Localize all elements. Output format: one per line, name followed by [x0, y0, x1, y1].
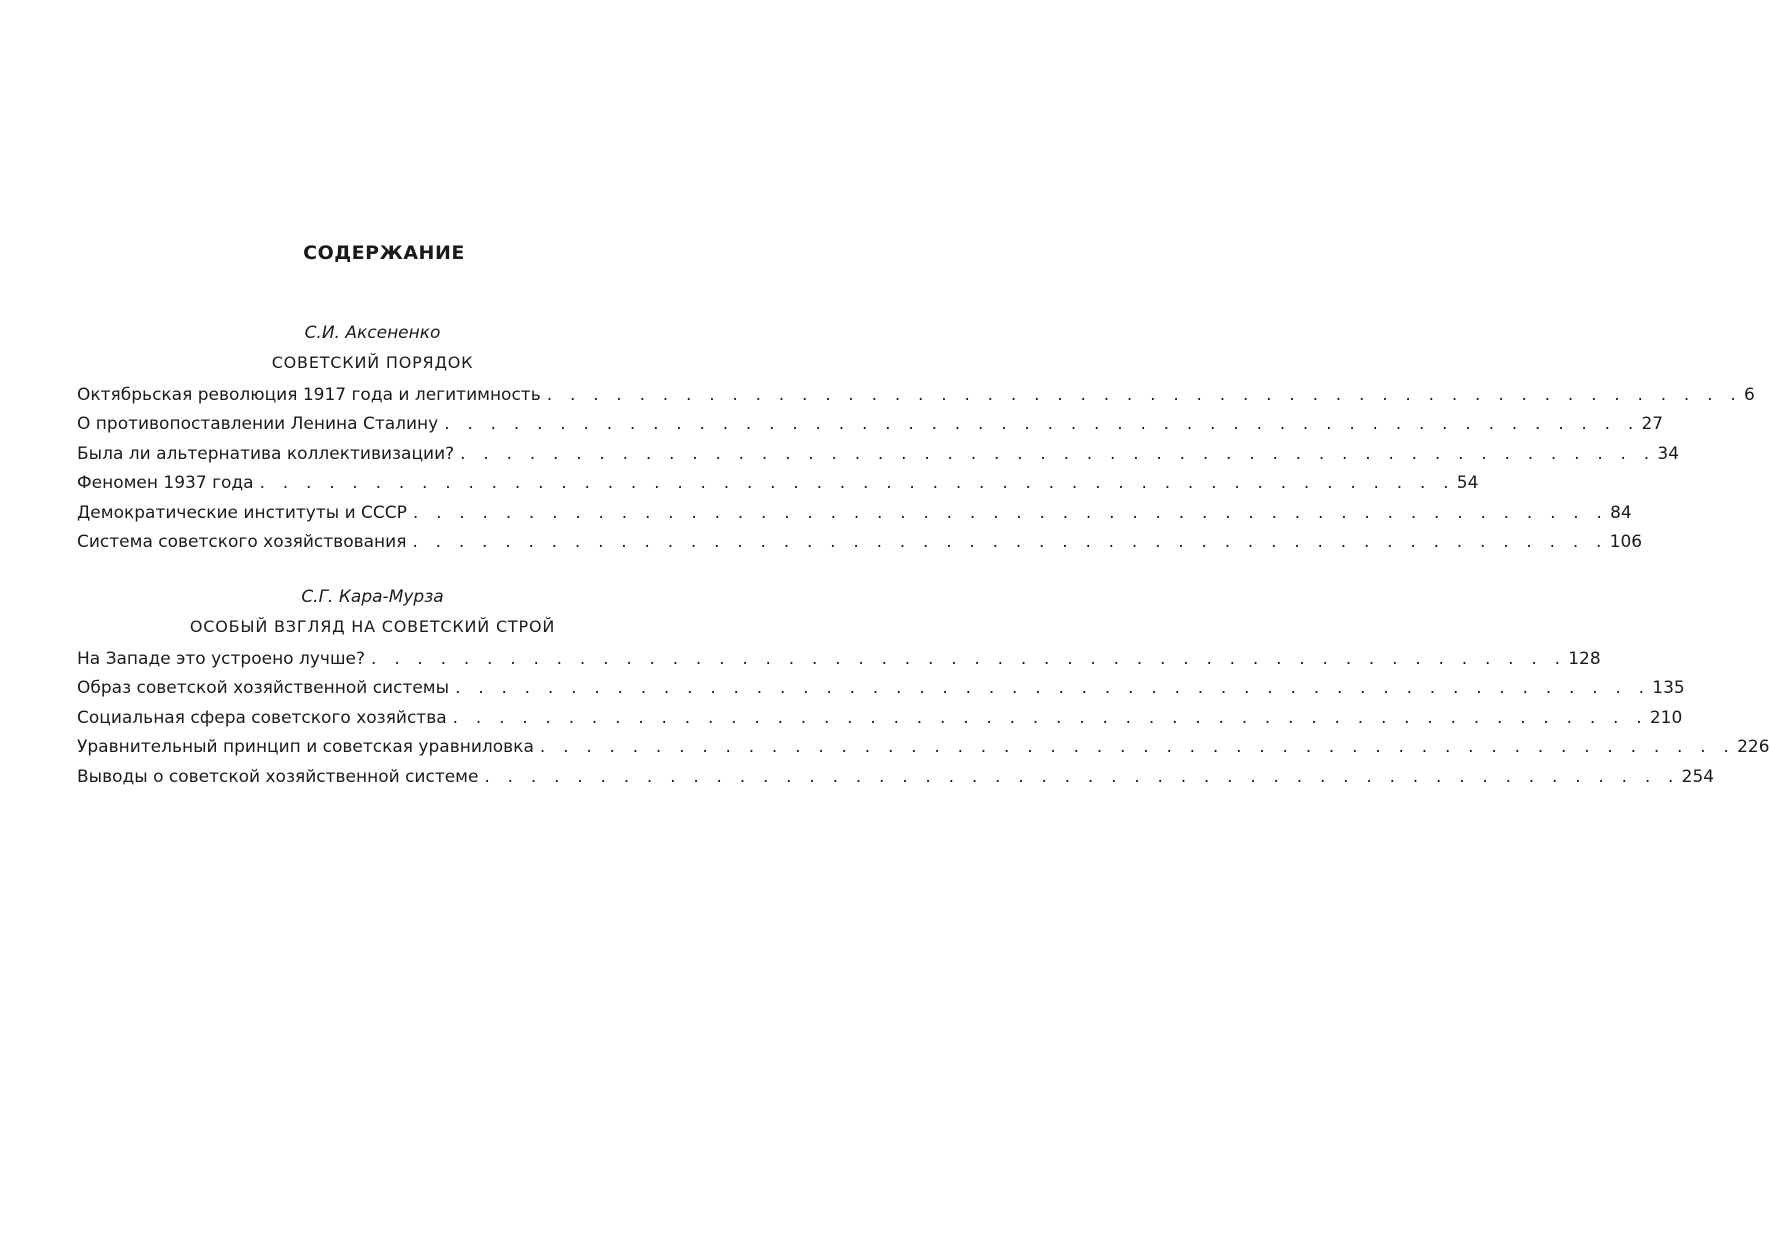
toc-entry-page-number: 27 [1641, 414, 1664, 435]
toc-entry[interactable] [77, 645, 1601, 674]
toc-entry-list [77, 645, 1770, 792]
toc-entry[interactable] [77, 763, 1715, 792]
toc-entry-title: Система советского хозяйствования [77, 531, 407, 552]
toc-entry-title: Феномен 1937 года [77, 473, 254, 494]
toc-entry-title: Была ли альтернатива коллективизации? [77, 443, 455, 464]
toc-entry[interactable] [77, 733, 1770, 762]
toc-entry-page-number: 34 [1657, 443, 1680, 464]
toc-entry-list [77, 381, 1755, 557]
dot-leader: . . . . . . . . . . . . . . . . . . . . . . . . . . . . . . . . . . . . . . . . . . . . . . . . . . . . [444, 414, 1640, 435]
toc-entry-title: Образ советской хозяйственной системы [77, 678, 450, 699]
toc-entry-title: О противопоставлении Ленина Сталину [77, 414, 439, 435]
toc-entry-page-number: 54 [1456, 473, 1479, 494]
toc-entry-title: Выводы о советской хозяйственной системе [77, 766, 479, 787]
dot-leader: . . . . . . . . . . . . . . . . . . . . . . . . . . . . . . . . . . . . . . . . . . . . . . . . . . . . [539, 737, 1736, 758]
toc-section-kara-murza [77, 582, 1770, 792]
toc-entry[interactable] [77, 499, 1632, 528]
toc-entry-title: Уравнительный принцип и советская уравниловка [77, 737, 534, 758]
toc-entry-page-number: 226 [1737, 737, 1770, 758]
toc-entry[interactable] [77, 674, 1685, 703]
toc-entry-page-number: 128 [1568, 649, 1601, 669]
toc-entry-page-number: 84 [1610, 502, 1632, 523]
toc-entry-page-number: 106 [1609, 531, 1643, 552]
toc-entry-title: Социальная сфера советского хозяйства [77, 707, 447, 728]
dot-leader: . . . . . . . . . . . . . . . . . . . . . . . . . . . . . . . . . . . . . . . . . . . . . . . . . . . . [412, 502, 1609, 523]
section-title: СОВЕТСКИЙ ПОРЯДОК [271, 353, 474, 372]
dot-leader: . . . . . . . . . . . . . . . . . . . . . . . . . . . . . . . . . . . . . . . . . . . . . . . . . . . . [452, 707, 1648, 728]
toc-entry-page-number: 6 [1743, 385, 1755, 405]
toc-section-aksenenko [77, 318, 1755, 557]
toc-entry[interactable] [77, 469, 1479, 498]
dot-leader: . . . . . . . . . . . . . . . . . . . . . . . . . . . . . . . . . . . . . . . . . . . . . . . . . . . . [460, 443, 1656, 464]
dot-leader: . . . . . . . . . . . . . . . . . . . . . . . . . . . . . . . . . . . . . . . . . . . . . . . . . . . . [371, 649, 1567, 669]
toc-entry[interactable] [77, 704, 1683, 733]
dot-leader: . . . . . . . . . . . . . . . . . . . . . . . . . . . . . . . . . . . . . . . . . . . . . . . . . . . . [484, 766, 1680, 787]
toc-entry-title: Демократические институты и СССР [77, 502, 407, 523]
toc-entry-title: Октябрьская революция 1917 года и легитимность [77, 385, 541, 405]
toc-entry[interactable] [77, 440, 1680, 469]
dot-leader: . . . . . . . . . . . . . . . . . . . . . . . . . . . . . . . . . . . . . . . . . . . . . . . . . . . . [412, 531, 1608, 552]
dot-leader: . . . . . . . . . . . . . . . . . . . . . . . . . . . . . . . . . . . . . . . . . . . . . . . . . . . . [259, 473, 1455, 494]
dot-leader: . . . . . . . . . . . . . . . . . . . . . . . . . . . . . . . . . . . . . . . . . . . . . . . . . . . . [455, 678, 1651, 699]
toc-entry[interactable] [77, 410, 1664, 439]
toc-entry-page-number: 135 [1652, 678, 1685, 699]
section-author: С.Г. Кара-Мурза [301, 587, 444, 607]
toc-entry-page-number: 254 [1681, 766, 1715, 787]
toc-entry[interactable] [77, 528, 1643, 557]
dot-leader: . . . . . . . . . . . . . . . . . . . . . . . . . . . . . . . . . . . . . . . . . . . . . . . . . . . . [546, 385, 1742, 405]
toc-entry[interactable] [77, 381, 1755, 410]
page-title: СОДЕРЖАНИЕ [303, 242, 465, 264]
toc-entry-title: На Западе это устроено лучше? [77, 649, 365, 669]
section-title: ОСОБЫЙ ВЗГЛЯД НА СОВЕТСКИЙ СТРОЙ [189, 617, 556, 636]
section-author: С.И. Аксененко [304, 323, 441, 343]
toc-entry-page-number: 210 [1649, 707, 1683, 728]
